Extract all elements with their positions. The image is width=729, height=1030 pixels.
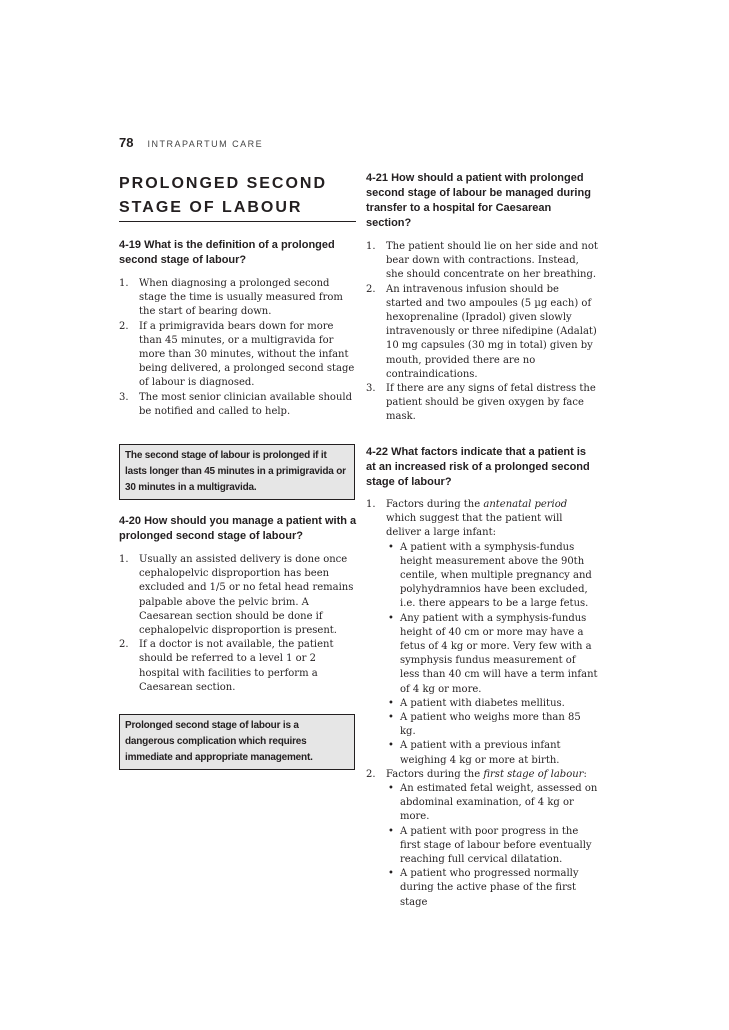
answers-4-21 [366, 240, 598, 425]
list-item: 2. Factors during the first stage of labour: • An estimated fetal weight, assessed on abdominal examination, of 4 kg or more. • A patient with poor progress in the first stage of labour before eventually reaching full cervical dilatation. • A patient who progressed normally during the active phase of the first stage [366, 768, 598, 910]
bullet-item: • A patient with poor progress in the first stage of labour before eventually reaching full cervical dilatation. [388, 825, 592, 866]
list-item: 3. If there are any signs of fetal distress the patient should be given oxygen by face mask. [366, 383, 596, 423]
list-item: 2. If a primigravida bears down for more than 45 minutes, or a multigravida for more than 30 minutes, without the infant being delivered, a prolonged second stage of labour is diagnosed. [119, 320, 355, 389]
bullet-item: • A patient who weighs more than 85 kg. [388, 712, 581, 738]
bullet-item: • Any patient with a symphysis-fundus height of 40 cm or more may have a fetus of 4 kg or more. Very few with a symphysis fundus measurement of less than 40 cm will have a term infant of 4 kg or more. [388, 612, 598, 695]
question-4-21: 4-21 How should a patient with prolonged second stage of labour be managed during transfer to a hospital for Caesarean section? [366, 172, 591, 229]
list-item: 2. If a doctor is not available, the patient should be referred to a level 1 or 2 hospital with facilities to perform a Caesarean section. [119, 639, 334, 693]
page-header [119, 134, 263, 152]
list-item: 1. Usually an assisted delivery is done once cephalopelvic disproportion has been excluded and 1/5 or no fetal head remains palpable above the pelvic brim. A Caesarean section should be done if cephalopelvic disproportion is present. [119, 554, 354, 637]
bullet-item: • A patient with diabetes mellitus. [388, 697, 565, 709]
running-title: INTRAPARTUM CARE [147, 139, 264, 149]
bullet-item: • A patient with a symphysis-fundus height measurement above the 90th centile, when multiple pregnancy and polyhydramnios have been excluded, i.e. there appears to be a large fetus. [388, 541, 592, 610]
answers-4-19 [119, 277, 359, 419]
list-item: 1. When diagnosing a prolonged second stage the time is usually measured from the start of bearing down. [119, 278, 343, 318]
answers-4-20 [119, 553, 359, 695]
right-column [366, 171, 598, 425]
left-column-lower [119, 514, 359, 695]
bullet-item: • A patient with a previous infant weighing 4 kg or more at birth. [388, 740, 561, 766]
bullet-item: • An estimated fetal weight, assessed on abdominal examination, of 4 kg or more. [388, 783, 598, 823]
answers-4-22 [366, 498, 598, 910]
right-column-lower [366, 445, 598, 910]
list-item: 1. Factors during the antenatal period which suggest that the patient will deliver a large infant: • A patient with a symphysis-fundus height measurement above the 90th centile, when multiple pregnancy and polyhydramnios have been excluded, i.e. there appears to be a large fetus. • Any patient with a symphysis-fundus height of 40 cm or more may have a fetus of 4 kg or more. Very few with a symphysis fundus measurement of less than 40 cm will have a term infant of 4 kg or more. • A patient with diabetes mellitus. • A patient who weighs more than 85 kg. • A patient with a previous infant weighing 4 kg or more at birth. [366, 498, 598, 768]
list-item: 3. The most senior clinician available should be notified and called to help. [119, 391, 352, 417]
callout-box-warning: Prolonged second stage of labour is a dangerous complication which requires immediate and appropriate management. [119, 714, 355, 770]
bullet-item: • A patient who progressed normally during the active phase of the first stage [388, 868, 579, 908]
question-4-22: 4-22 What factors indicate that a patient is at an increased risk of a prolonged second stage of labour? [366, 446, 590, 488]
question-4-19: 4-19 What is the definition of a prolonged second stage of labour? [119, 239, 335, 266]
left-column [119, 238, 359, 419]
page-number: 78 [119, 135, 134, 150]
callout-box-definition: The second stage of labour is prolonged if it lasts longer than 45 minutes in a primigravida or 30 minutes in a multigravida. [119, 444, 355, 500]
list-item: 2. An intravenous infusion should be started and two ampoules (5 µg each) of hexoprenaline (Ipradol) given slowly intravenously or three nifedipine (Adalat) 10 mg capsules (30 mg in total) given by mouth, provided there are no contraindications. [366, 283, 597, 380]
chapter-title: PROLONGED SECOND STAGE OF LABOUR [119, 172, 356, 222]
question-4-20: 4-20 How should you manage a patient with a prolonged second stage of labour? [119, 515, 357, 542]
sub-list-antenatal [386, 541, 598, 768]
list-item: 1. The patient should lie on her side and not bear down with contractions. Instead, she should concentrate on her breathing. [366, 241, 598, 281]
sub-list-first-stage [386, 782, 598, 910]
